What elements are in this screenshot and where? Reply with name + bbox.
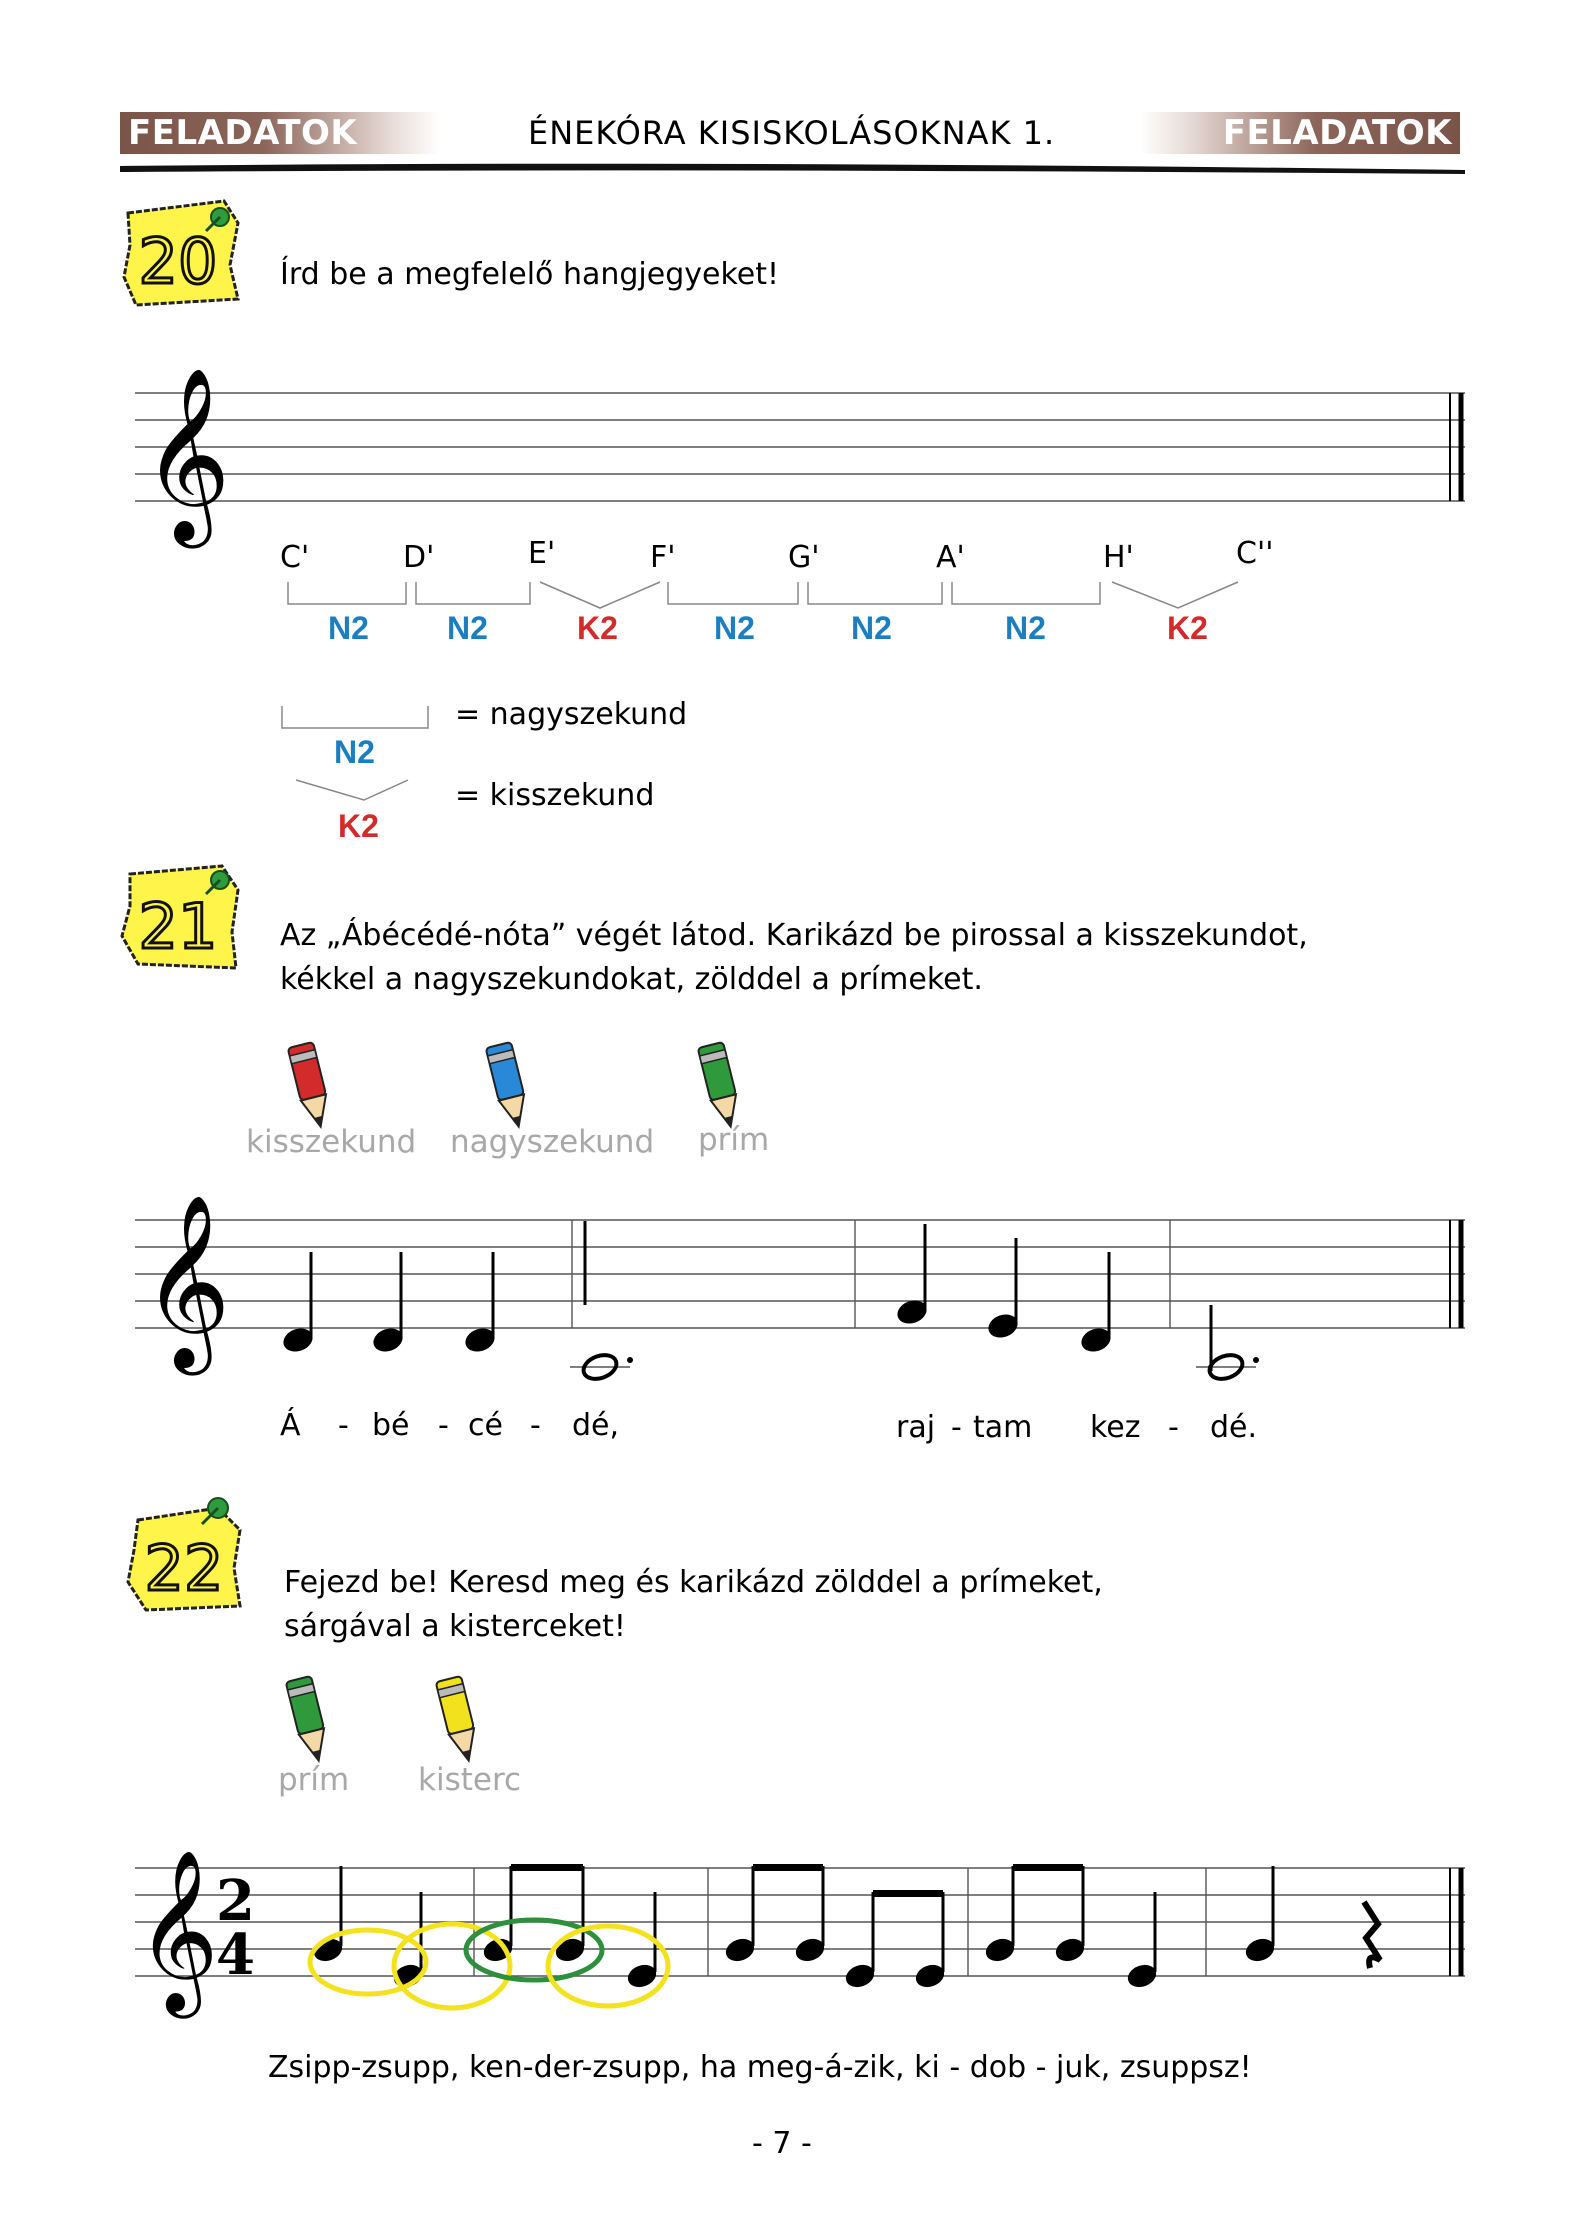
page-number: - 7 - xyxy=(752,2126,812,2161)
pencil-label: kisszekund xyxy=(246,1124,417,1160)
quarter-note xyxy=(894,1224,930,1327)
yellow-pencil-icon xyxy=(428,1672,488,1772)
interval-label: N2 xyxy=(328,610,369,646)
interval-label: N2 xyxy=(1005,610,1046,646)
quarter-note xyxy=(370,1252,406,1355)
task22-lyrics: Zsipp-zsupp, ken-der-zsupp, ha meg-á-zik, ki - dob - juk, zsuppsz! xyxy=(268,2050,1252,2085)
quarter-note xyxy=(1078,1252,1114,1355)
task-number-badge-21 xyxy=(116,860,246,975)
pencil-label: prím xyxy=(698,1122,770,1158)
legend-major-symbol: N2 xyxy=(334,734,375,770)
svg-text:4: 4 xyxy=(216,1922,255,1988)
header-badge-right: FELADATOK xyxy=(1140,112,1460,154)
note-name: A' xyxy=(936,540,965,575)
quarter-note xyxy=(1243,1866,1276,1964)
dotted-half-note xyxy=(1196,1305,1259,1383)
note-name: H' xyxy=(1103,540,1134,575)
task22-instruction-line1: Fejezd be! Keresd meg és karikázd zölddel a prímeket, xyxy=(284,1565,1103,1600)
lyric-syllable: dé. xyxy=(1210,1410,1258,1445)
interval-label: N2 xyxy=(714,610,755,646)
blue-pencil-icon xyxy=(478,1038,538,1138)
interval-label: K2 xyxy=(1167,610,1208,646)
pencil-label: kisterc xyxy=(418,1762,522,1798)
lyric-hyphen: - xyxy=(530,1408,541,1443)
pencil-label: nagyszekund xyxy=(450,1124,655,1160)
red-pencil-icon xyxy=(280,1038,340,1138)
quarter-note xyxy=(462,1252,498,1355)
note-name: G' xyxy=(788,540,820,575)
lyric-hyphen: - xyxy=(438,1408,449,1443)
eighth-note-pair xyxy=(843,1890,946,1990)
lyric-hyphen: - xyxy=(951,1410,962,1445)
note-name: C'' xyxy=(1236,536,1274,571)
lyric-syllable: dé, xyxy=(572,1408,620,1443)
header-badge-left: FELADATOK xyxy=(120,112,440,154)
interval-label: N2 xyxy=(851,610,892,646)
lyric-hyphen: - xyxy=(338,1408,349,1443)
staff-task21 xyxy=(130,1180,1470,1380)
quarter-note xyxy=(1125,1892,1158,1990)
lyric-syllable: kez xyxy=(1090,1410,1141,1445)
note-name: D' xyxy=(403,540,435,575)
lyric-syllable: Á xyxy=(280,1408,301,1443)
task20-instruction: Írd be a megfelelő hangjegyeket! xyxy=(280,257,779,292)
quarter-rest-icon xyxy=(1364,1902,1380,1968)
treble-clef-icon: 𝄞 xyxy=(136,1849,219,2012)
legend-major-text: = nagyszekund xyxy=(455,697,688,732)
interval-brackets xyxy=(0,0,1578,900)
lyric-syllable: raj xyxy=(896,1410,936,1445)
task21-instruction-line2: kékkel a nagyszekundokat, zölddel a prímeket. xyxy=(280,962,983,997)
treble-clef-icon: 𝄞 xyxy=(142,1194,231,1368)
note-name: C' xyxy=(280,540,310,575)
note-name: F' xyxy=(650,540,676,575)
task21-instruction-line1: Az „Ábécédé-nóta” végét látod. Karikázd be pirossal a kisszekundot, xyxy=(280,918,1308,953)
svg-text:2: 2 xyxy=(216,1868,255,1934)
quarter-note xyxy=(985,1238,1021,1341)
interval-label: N2 xyxy=(447,610,488,646)
legend-minor-text: = kisszekund xyxy=(455,778,655,813)
dotted-half-note xyxy=(570,1221,633,1383)
treble-clef-icon: 𝄞 xyxy=(142,367,231,541)
task-number-badge-22 xyxy=(122,1490,252,1615)
lyric-syllable: tam xyxy=(973,1410,1033,1445)
time-signature xyxy=(216,1868,255,1988)
task22-instruction-line2: sárgával a kisterceket! xyxy=(284,1609,626,1644)
task-number-21: 21 xyxy=(138,890,218,963)
task-number-20: 20 xyxy=(138,225,218,298)
legend-minor-symbol: K2 xyxy=(338,808,379,844)
task-number-22: 22 xyxy=(144,1532,224,1605)
pencil-label: prím xyxy=(278,1762,350,1798)
note-name: E' xyxy=(528,536,556,571)
interval-label: K2 xyxy=(577,610,618,646)
green-pencil-icon xyxy=(278,1672,338,1772)
lyric-hyphen: - xyxy=(1168,1410,1179,1445)
quarter-note xyxy=(280,1252,316,1355)
staff-task22 xyxy=(130,1820,1470,2020)
header-title: ÉNEKÓRA KISISKOLÁSOKNAK 1. xyxy=(528,114,1056,152)
lyric-syllable: bé xyxy=(372,1408,410,1443)
lyric-syllable: cé xyxy=(468,1408,503,1443)
